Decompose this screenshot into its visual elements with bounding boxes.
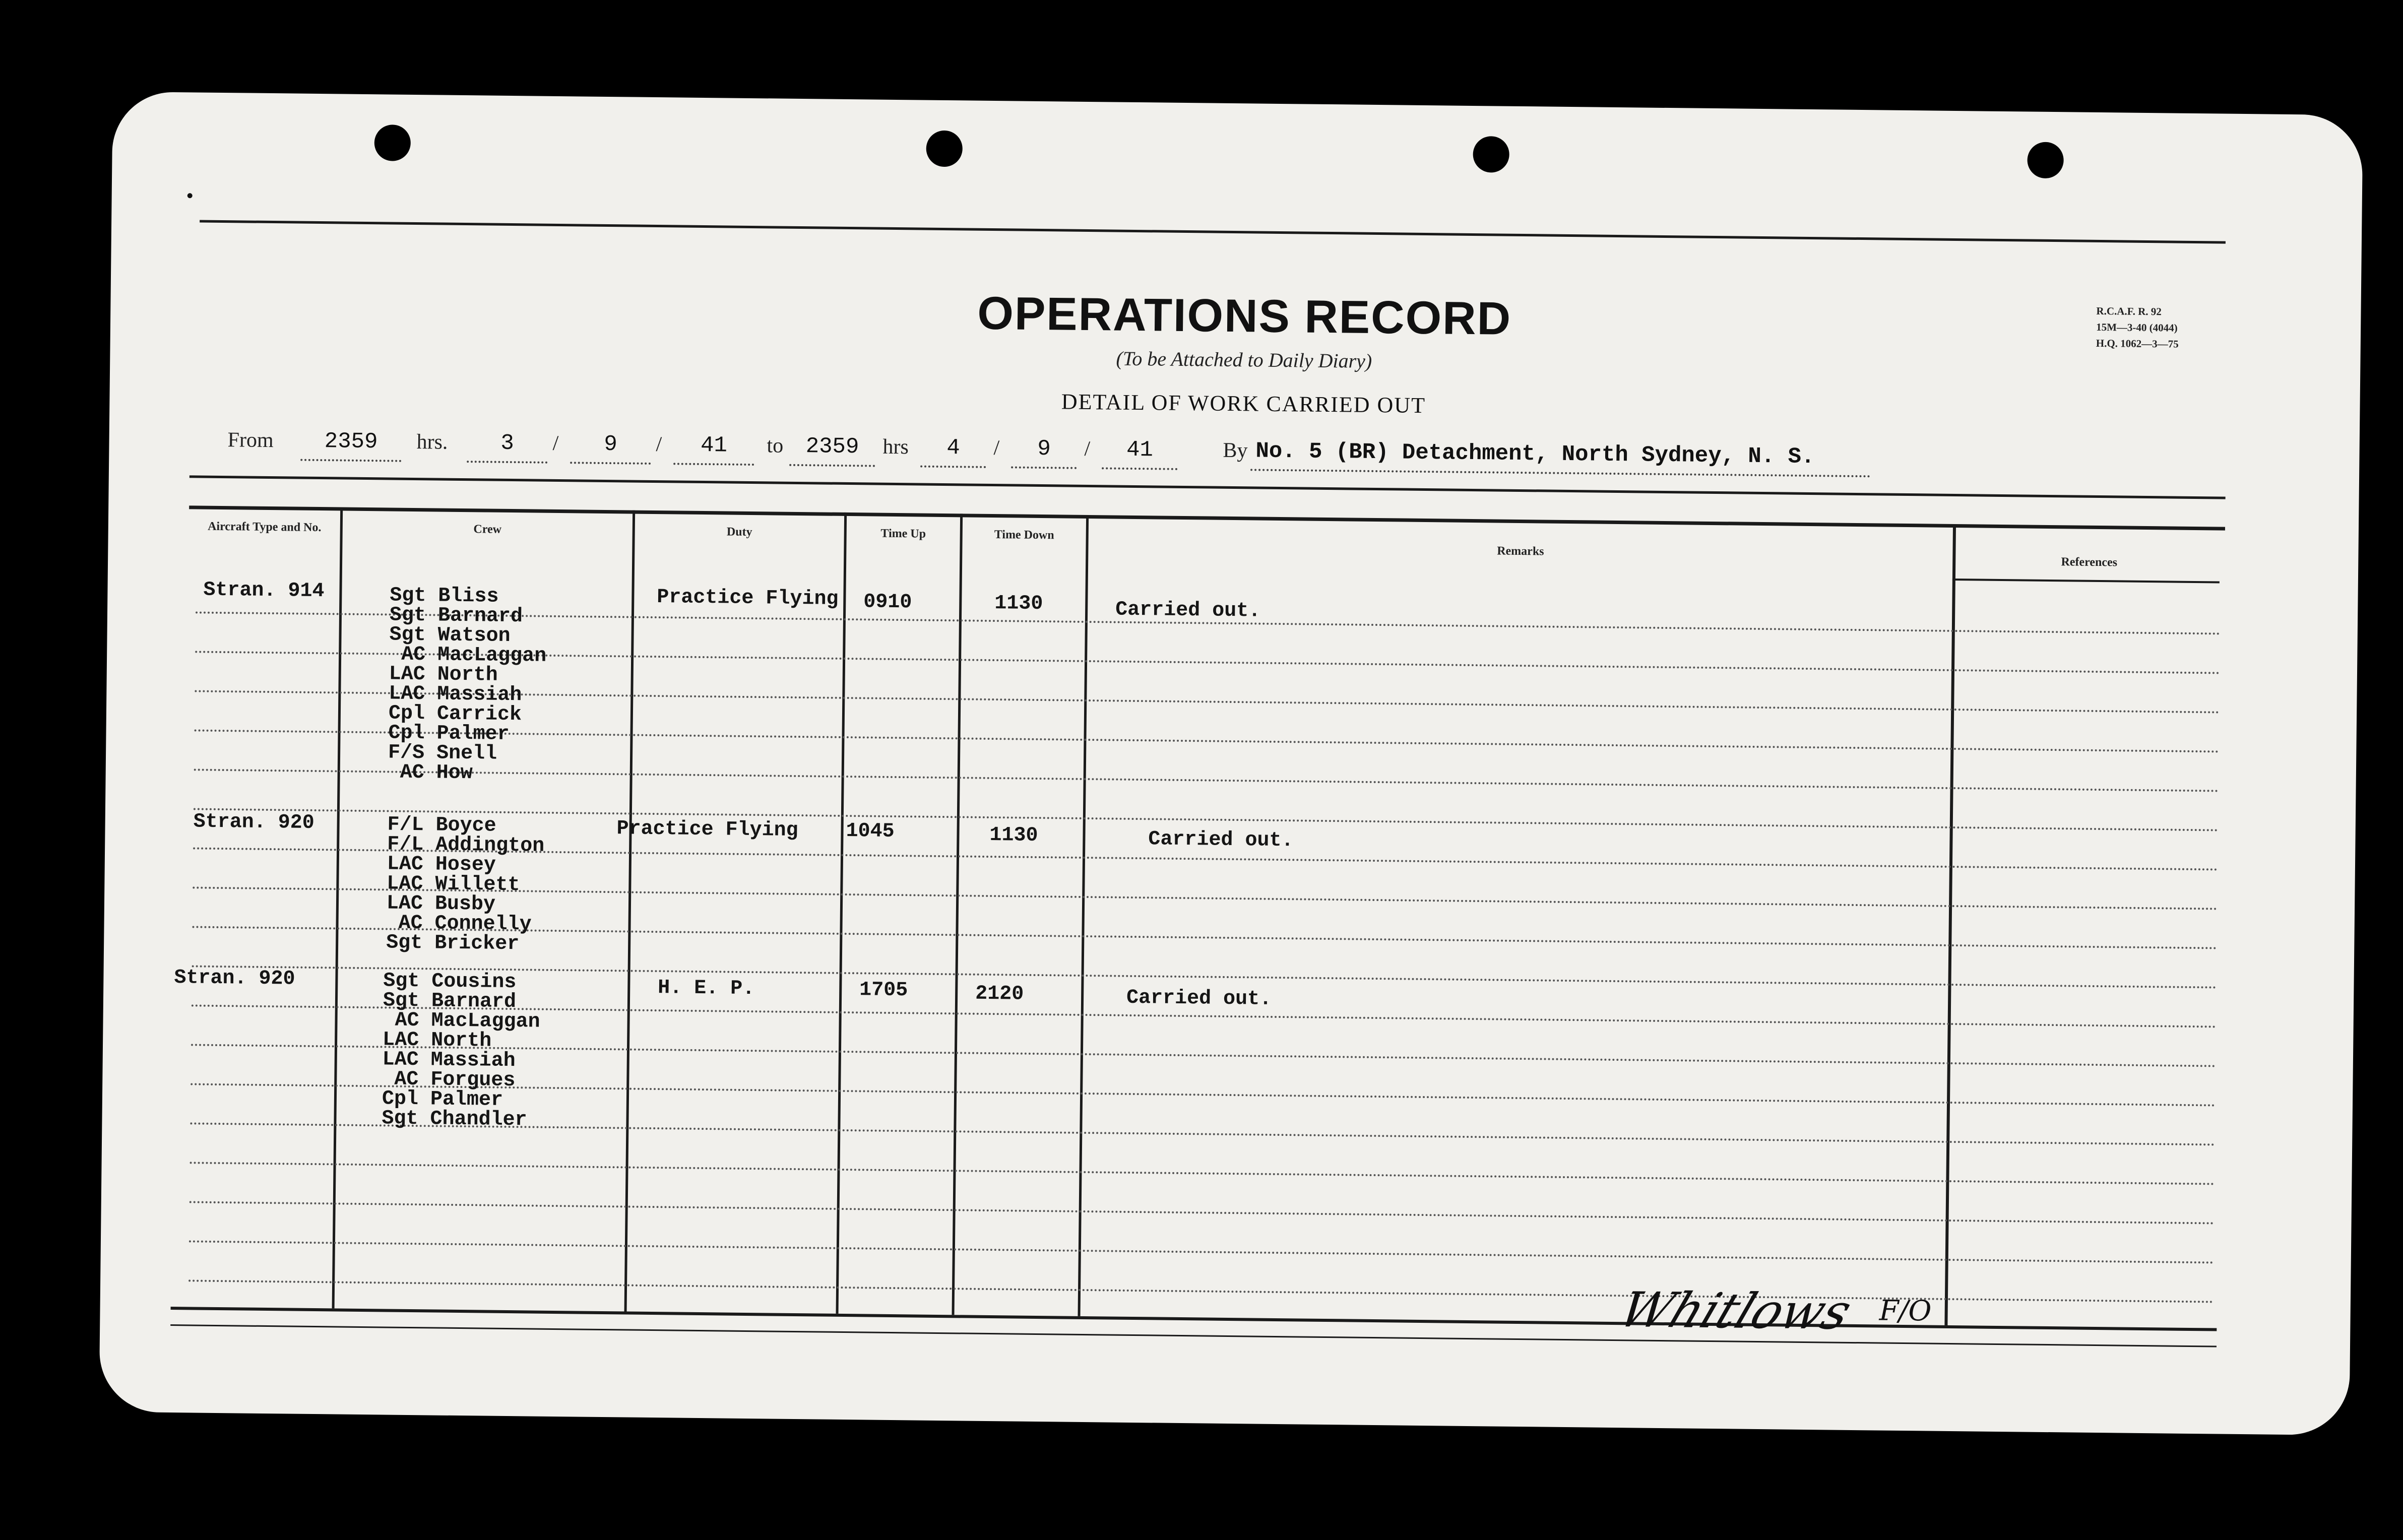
form-code-line: R.C.A.F. R. 92 bbox=[2096, 304, 2162, 318]
crew-member: F/L Boyce bbox=[387, 813, 496, 838]
punch-hole bbox=[2027, 142, 2064, 178]
crew-member: Sgt Bricker bbox=[386, 931, 520, 956]
crew-member: AC Forgues bbox=[394, 1068, 516, 1093]
col-header-time-down: Time Down bbox=[994, 528, 1054, 542]
date-slash: / bbox=[552, 431, 559, 455]
hrs-label: hrs. bbox=[416, 430, 448, 454]
entry-time-down: 1130 bbox=[994, 592, 1043, 616]
form-code-line: 15M—3-40 (4044) bbox=[2096, 320, 2178, 334]
punch-hole bbox=[1473, 136, 1509, 173]
ruled-line bbox=[189, 1240, 2215, 1263]
form-code bbox=[2096, 303, 2258, 353]
ruled-lines bbox=[113, 92, 2363, 115]
crew-member: Sgt Barnard bbox=[389, 604, 523, 628]
column-divider bbox=[952, 514, 963, 1315]
col-header-aircraft: Aircraft Type and No. bbox=[208, 520, 322, 535]
entry-aircraft: Stran. 920 bbox=[174, 967, 295, 991]
to-month-field: 9 bbox=[1011, 436, 1077, 469]
from-year-field: 41 bbox=[673, 432, 754, 466]
crew-member: F/L Addington bbox=[387, 833, 545, 858]
crew-member: LAC Willett bbox=[387, 872, 520, 897]
to-day-field: 4 bbox=[920, 435, 986, 468]
from-label: From bbox=[227, 428, 274, 453]
page-title: OPERATIONS RECORD bbox=[977, 287, 1512, 345]
crew-member: AC How bbox=[400, 761, 473, 785]
punch-hole bbox=[374, 124, 411, 161]
column-divider bbox=[1078, 515, 1089, 1316]
col-header-remarks: Remarks bbox=[1497, 544, 1544, 558]
entry-crew-list bbox=[382, 971, 540, 1130]
crew-member: Cpl Palmer bbox=[382, 1087, 503, 1112]
col-header-references: References bbox=[2061, 555, 2118, 569]
from-month-field: 9 bbox=[570, 431, 651, 465]
crew-member: Sgt Barnard bbox=[383, 989, 517, 1014]
entry-aircraft: Stran. 920 bbox=[193, 810, 314, 835]
entry-remarks: Carried out. bbox=[1115, 598, 1261, 623]
crew-member: LAC North bbox=[382, 1029, 492, 1053]
crew-member: LAC North bbox=[389, 663, 498, 687]
top-rule bbox=[200, 220, 2226, 244]
entry-crew-list bbox=[386, 815, 545, 954]
detail-heading: DETAIL OF WORK CARRIED OUT bbox=[1061, 389, 1426, 418]
col-header-duty: Duty bbox=[726, 525, 752, 539]
crew-member: LAC Busby bbox=[386, 892, 496, 916]
date-slash: / bbox=[1084, 437, 1091, 461]
crew-member: LAC Massiah bbox=[389, 682, 522, 707]
ruled-line bbox=[190, 1162, 2216, 1185]
crew-member: AC MacLaggan bbox=[401, 643, 547, 668]
signature: Whitlows bbox=[1611, 1281, 1860, 1340]
crew-member: LAC Hosey bbox=[387, 853, 496, 877]
header-bottom-rule bbox=[1952, 579, 2220, 584]
crew-member: Sgt Chandler bbox=[382, 1107, 527, 1132]
from-hrs-field: 2359 bbox=[300, 429, 402, 462]
to-hrs-field: 2359 bbox=[789, 434, 875, 467]
crew-member: Sgt Cousins bbox=[383, 970, 517, 994]
crew-member: LAC Massiah bbox=[382, 1048, 516, 1073]
by-label: By bbox=[1223, 438, 1248, 463]
operations-record-card bbox=[99, 92, 2363, 1436]
col-header-time-up: Time Up bbox=[880, 527, 926, 541]
speck bbox=[187, 193, 193, 198]
entry-remarks: Carried out. bbox=[1148, 828, 1294, 853]
to-year-field: 41 bbox=[1102, 437, 1178, 470]
entry-duty: Practice Flying bbox=[657, 586, 839, 611]
column-divider bbox=[1944, 524, 1956, 1325]
form-code-line: H.Q. 1062—3—75 bbox=[2096, 337, 2179, 350]
column-divider bbox=[624, 510, 636, 1312]
entry-time-up: 0910 bbox=[863, 591, 912, 614]
crew-member: F/S Snell bbox=[388, 741, 497, 765]
entry-duty: Practice Flying bbox=[616, 817, 798, 843]
page-subtitle: (To be Attached to Daily Diary) bbox=[1116, 347, 1372, 372]
entry-remarks: Carried out. bbox=[1126, 986, 1272, 1011]
date-slash: / bbox=[656, 433, 662, 457]
by-field: No. 5 (BR) Detachment, North Sydney, N. S. bbox=[1250, 438, 1871, 477]
entry-crew-list bbox=[388, 586, 547, 784]
entry-time-up: 1045 bbox=[846, 820, 895, 844]
punch-hole bbox=[926, 131, 963, 167]
column-divider bbox=[836, 512, 847, 1314]
crew-member: Cpl Carrick bbox=[388, 702, 522, 727]
from-day-field: 3 bbox=[467, 430, 548, 464]
crew-member: Cpl Palmer bbox=[388, 722, 510, 746]
to-label: to bbox=[767, 434, 784, 458]
column-divider bbox=[332, 507, 343, 1308]
entry-time-down: 1130 bbox=[989, 823, 1038, 847]
to-hrs-label: hrs bbox=[882, 435, 909, 459]
col-header-crew: Crew bbox=[473, 523, 502, 536]
entry-aircraft: Stran. 914 bbox=[203, 579, 325, 603]
crew-member: Sgt Watson bbox=[389, 623, 511, 648]
entry-duty: H. E. P. bbox=[658, 977, 755, 1001]
entry-time-up: 1705 bbox=[859, 979, 908, 1002]
table-top-rule bbox=[189, 475, 2226, 499]
entry-time-down: 2120 bbox=[975, 982, 1024, 1006]
crew-member: AC Connelly bbox=[398, 912, 532, 936]
date-slash: / bbox=[993, 436, 1000, 460]
ruled-line bbox=[189, 1201, 2216, 1224]
crew-member: Sgt Bliss bbox=[390, 584, 499, 608]
signature-rank: F/O bbox=[1879, 1294, 1932, 1328]
crew-member: AC MacLaggan bbox=[395, 1009, 540, 1034]
